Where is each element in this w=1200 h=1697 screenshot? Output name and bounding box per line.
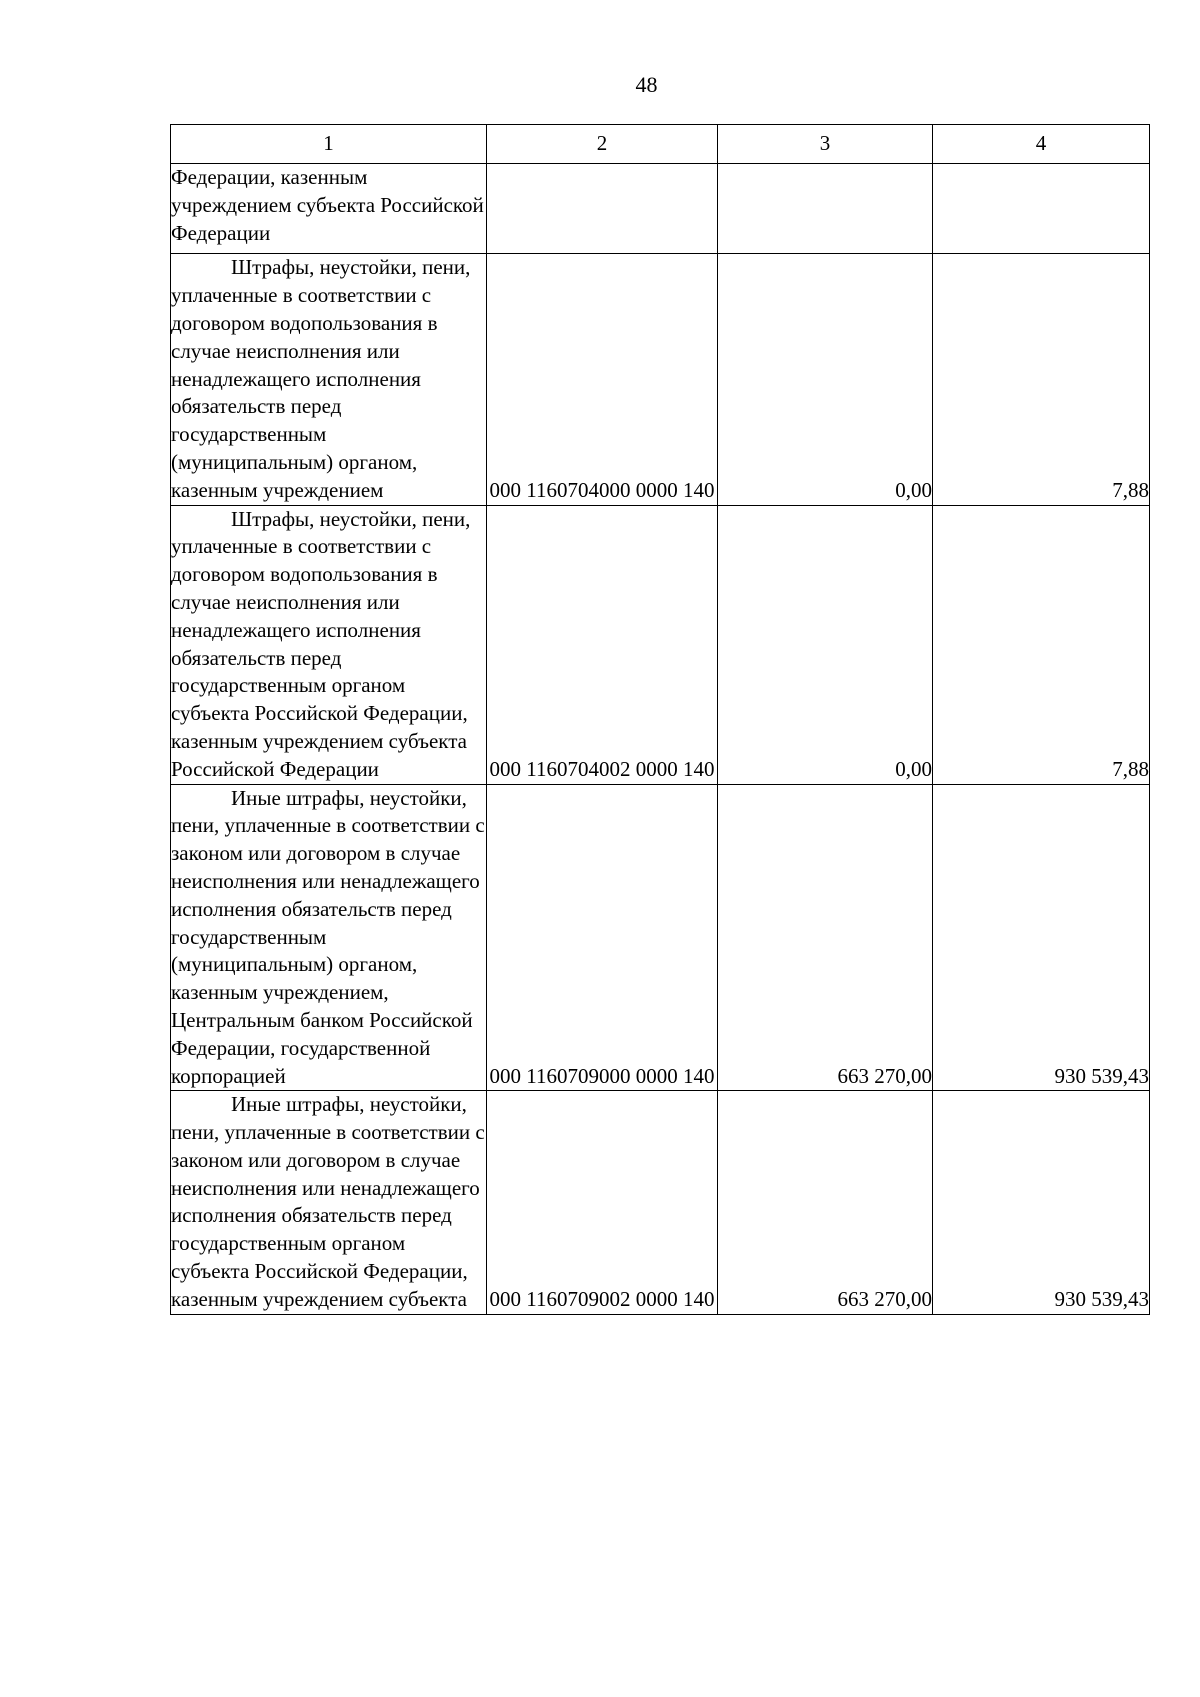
column-header-3: 3 <box>718 125 933 164</box>
row-description <box>171 784 487 1091</box>
row-code: 000 1160709002 0000 140 <box>487 1091 718 1314</box>
row-code: 000 1160704002 0000 140 <box>487 505 718 784</box>
row-description <box>171 505 487 784</box>
page-number: 48 <box>635 72 658 97</box>
row-code: 000 1160704000 0000 140 <box>487 254 718 505</box>
column-header-1: 1 <box>171 125 487 164</box>
row-value-col4 <box>933 164 1150 254</box>
row-value-col3: 0,00 <box>718 254 933 505</box>
row-description-text: Иные штрафы, неустойки, пени, уплаченные в соответствии с законом или договором в случае неисполнения или ненадлежащего исполнения обязательств перед государственным (муниципальным) органом, казенным учреждением, Центральным банком Российской Федерации, государственной корпорацией <box>171 785 485 1088</box>
table-row <box>171 254 1150 505</box>
column-header-4: 4 <box>933 125 1150 164</box>
row-value-col4: 7,88 <box>933 505 1150 784</box>
row-description-text: Штрафы, неустойки, пени, уплаченные в соответствии с договором водопользования в случае неисполнения или ненадлежащего исполнения обязательств перед государственным органом субъекта Российской Федерации, казенным учреждением субъекта Российской Федерации <box>171 506 471 781</box>
table-row <box>171 1091 1150 1314</box>
table-header-row <box>171 125 1150 164</box>
row-value-col3: 663 270,00 <box>718 1091 933 1314</box>
row-description <box>171 254 487 505</box>
column-header-2: 2 <box>487 125 718 164</box>
revenue-table <box>170 124 1150 1315</box>
row-value-col3 <box>718 164 933 254</box>
row-value-col3: 0,00 <box>718 505 933 784</box>
row-value-col4: 7,88 <box>933 254 1150 505</box>
table-row <box>171 784 1150 1091</box>
table-row <box>171 164 1150 254</box>
row-value-col4: 930 539,43 <box>933 784 1150 1091</box>
row-description: Федерации, казенным учреждением субъекта Российской Федерации <box>171 164 487 254</box>
row-value-col4: 930 539,43 <box>933 1091 1150 1314</box>
row-code: 000 1160709000 0000 140 <box>487 784 718 1091</box>
row-description-text: Иные штрафы, неустойки, пени, уплаченные в соответствии с законом или договором в случае неисполнения или ненадлежащего исполнения обязательств перед государственным органом субъекта Российской Федерации, казенным учреждением субъекта <box>171 1092 485 1311</box>
row-code <box>487 164 718 254</box>
row-description-text: Штрафы, неустойки, пени, уплаченные в соответствии с договором водопользования в случае неисполнения или ненадлежащего исполнения обязательств перед государственным (муниципальным) органом, казенным учреждением <box>171 255 471 502</box>
row-value-col3: 663 270,00 <box>718 784 933 1091</box>
table-row <box>171 505 1150 784</box>
row-description <box>171 1091 487 1314</box>
